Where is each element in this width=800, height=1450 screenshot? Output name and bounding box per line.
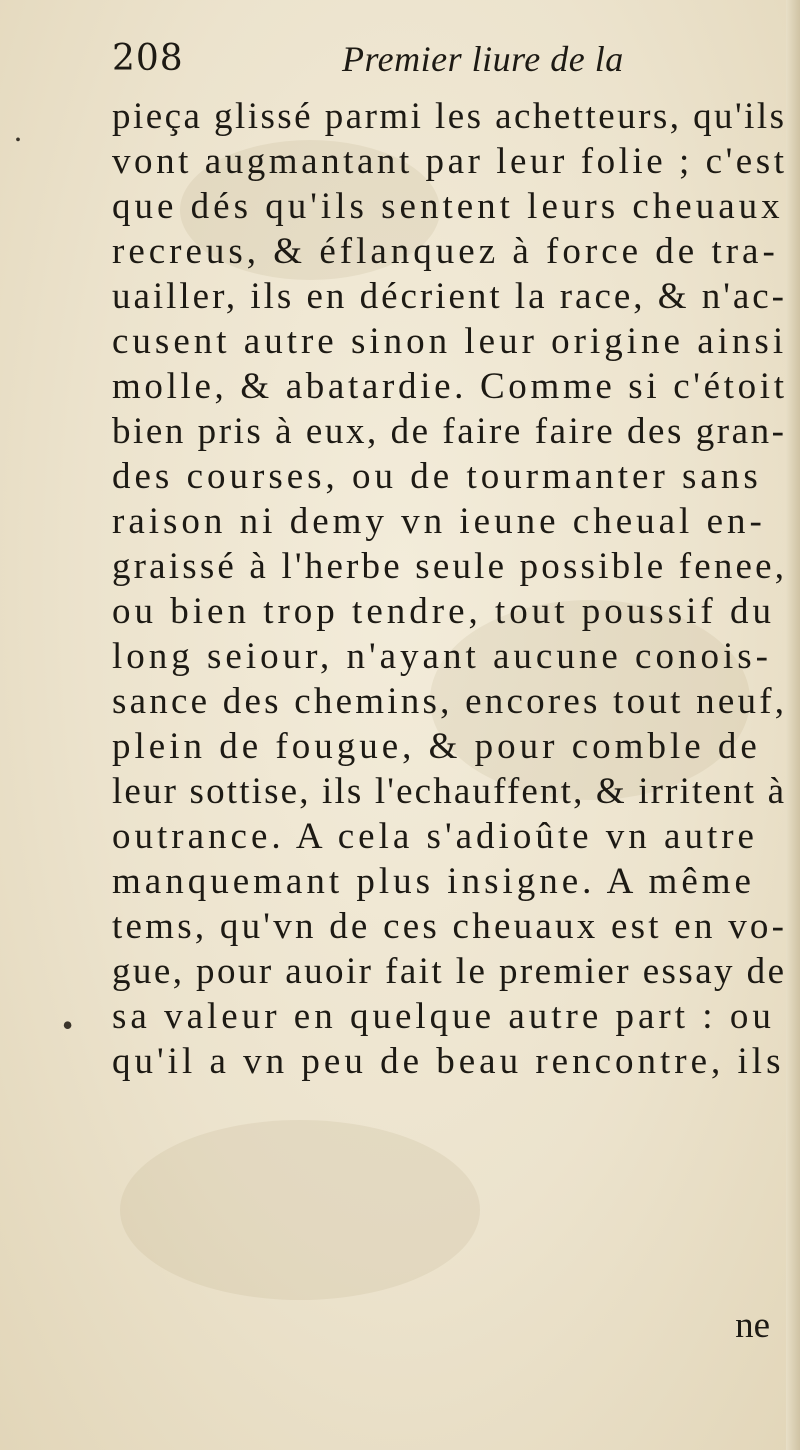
text-line: graissé à l'herbe seule possible fenee,: [112, 546, 788, 587]
text-line: des courses, ou de tourmanter sans: [112, 456, 762, 497]
text-line: ou bien trop tendre, tout poussif du: [112, 591, 775, 632]
text-line: gue, pour auoir fait le premier essay de: [112, 951, 787, 992]
text-line: leur sottise, ils l'echauffent, & irritent à: [112, 771, 787, 812]
page-header: [112, 38, 672, 88]
body-text: [112, 94, 792, 1084]
text-line: manquemant plus insigne. A même: [112, 861, 755, 902]
margin-bullet: •: [62, 1007, 74, 1043]
margin-dot: .: [14, 112, 22, 148]
catchword: ne: [735, 1305, 770, 1346]
text-line: sa valeur en quelque autre part : ou: [112, 996, 775, 1037]
paper-stain: [120, 1120, 480, 1300]
text-line: long seiour, n'ayant aucune conois-: [112, 636, 772, 677]
page-number: 208: [112, 38, 184, 79]
text-line: outrance. A cela s'adioûte vn autre: [112, 816, 758, 857]
text-line: recreus, & éflanquez à force de tra-: [112, 231, 779, 272]
text-line: plein de fougue, & pour comble de: [112, 726, 761, 767]
text-line: molle, & abatardie. Comme si c'étoit: [112, 366, 788, 407]
text-line: sance des chemins, encores tout neuf,: [112, 681, 788, 722]
text-line: cusent autre sinon leur origine ainsi: [112, 321, 788, 362]
text-line: uailler, ils en décrient la race, & n'ac-: [112, 276, 787, 317]
text-line: vont augmantant par leur folie ; c'est: [112, 141, 788, 182]
text-line: bien pris à eux, de faire faire des gran-: [112, 411, 787, 452]
text-line: qu'il a vn peu de beau rencontre, ils: [112, 1041, 785, 1082]
text-line: raison ni demy vn ieune cheual en-: [112, 501, 766, 542]
running-title: Premier liure de la: [342, 39, 624, 79]
text-line: pieça glissé parmi les achetteurs, qu'ils: [112, 96, 787, 137]
text-line: tems, qu'vn de ces cheuaux est en vo-: [112, 906, 788, 947]
text-line: que dés qu'ils sentent leurs cheuaux: [112, 186, 784, 227]
